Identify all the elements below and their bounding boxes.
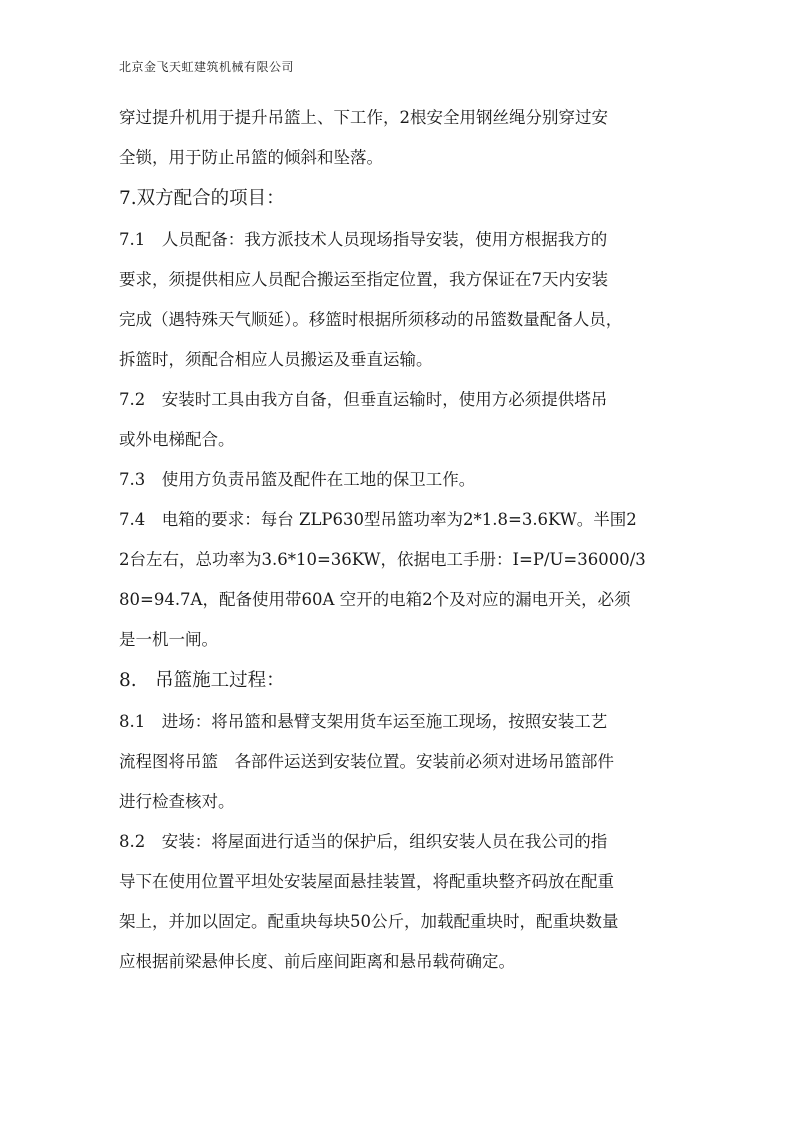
text-line: 穿过提升机用于提升吊篮上、下工作，2根安全用钢丝绳分别穿过安 (119, 108, 608, 127)
text-line: 完成（遇特殊天气顺延）。移篮时根据所须移动的吊篮数量配备人员， (119, 310, 623, 329)
text-line: 7.2 安装时工具由我方自备，但垂直运输时，使用方必须提供塔吊 (119, 390, 608, 409)
text-line: 7.1 人员配备：我方派技术人员现场指导安装，使用方根据我方的 (119, 230, 608, 249)
text-line: 8.2 安装：将屋面进行适当的保护后，组织安装人员在我公司的指 (119, 832, 608, 851)
text-line: 流程图将吊篮 各部件运送到安装位置。安装前必须对进场吊篮部件 (119, 752, 614, 771)
text-line: 7.3 使用方负责吊篮及配件在工地的保卫工作。 (119, 470, 476, 489)
text-line: 导下在使用位置平坦处安装屋面悬挂装置，将配重块整齐码放在配重 (119, 872, 614, 891)
text-line: 拆篮时，须配合相应人员搬运及垂直运输。 (119, 350, 433, 369)
text-line: 全锁，用于防止吊篮的倾斜和坠落。 (119, 148, 383, 167)
text-line: 要求，须提供相应人员配合搬运至指定位置，我方保证在7天内安装 (119, 270, 608, 289)
text-line: 7.4 电箱的要求：每台 ZLP630型吊篮功率为2*1.8=3.6KW。半围2 (119, 510, 637, 529)
section-heading-7: 7.双方配合的项目： (119, 188, 285, 209)
text-line: 2台左右，总功率为3.6*10=36KW，依据电工手册：I=P/U=36000/3 (119, 550, 646, 569)
document-body (119, 98, 679, 982)
text-line: 是一机一闸。 (119, 630, 218, 649)
text-line: 或外电梯配合。 (119, 430, 235, 449)
text-line: 架上，并加以固定。配重块每块50公斤，加载配重块时，配重块数量 (119, 912, 619, 931)
page-header-company: 北京金飞天虹建筑机械有限公司 (119, 60, 295, 74)
section-heading-8: 8. 吊篮施工过程： (119, 670, 285, 691)
text-line: 80=94.7A，配备使用带60A 空开的电箱2个及对应的漏电开关，必须 (119, 590, 631, 609)
text-line: 应根据前梁悬伸长度、前后座间距离和悬吊载荷确定。 (119, 952, 515, 971)
text-line: 进行检查核对。 (119, 792, 235, 811)
text-line: 8.1 进场：将吊篮和悬臂支架用货车运至施工现场，按照安装工艺 (119, 712, 608, 731)
